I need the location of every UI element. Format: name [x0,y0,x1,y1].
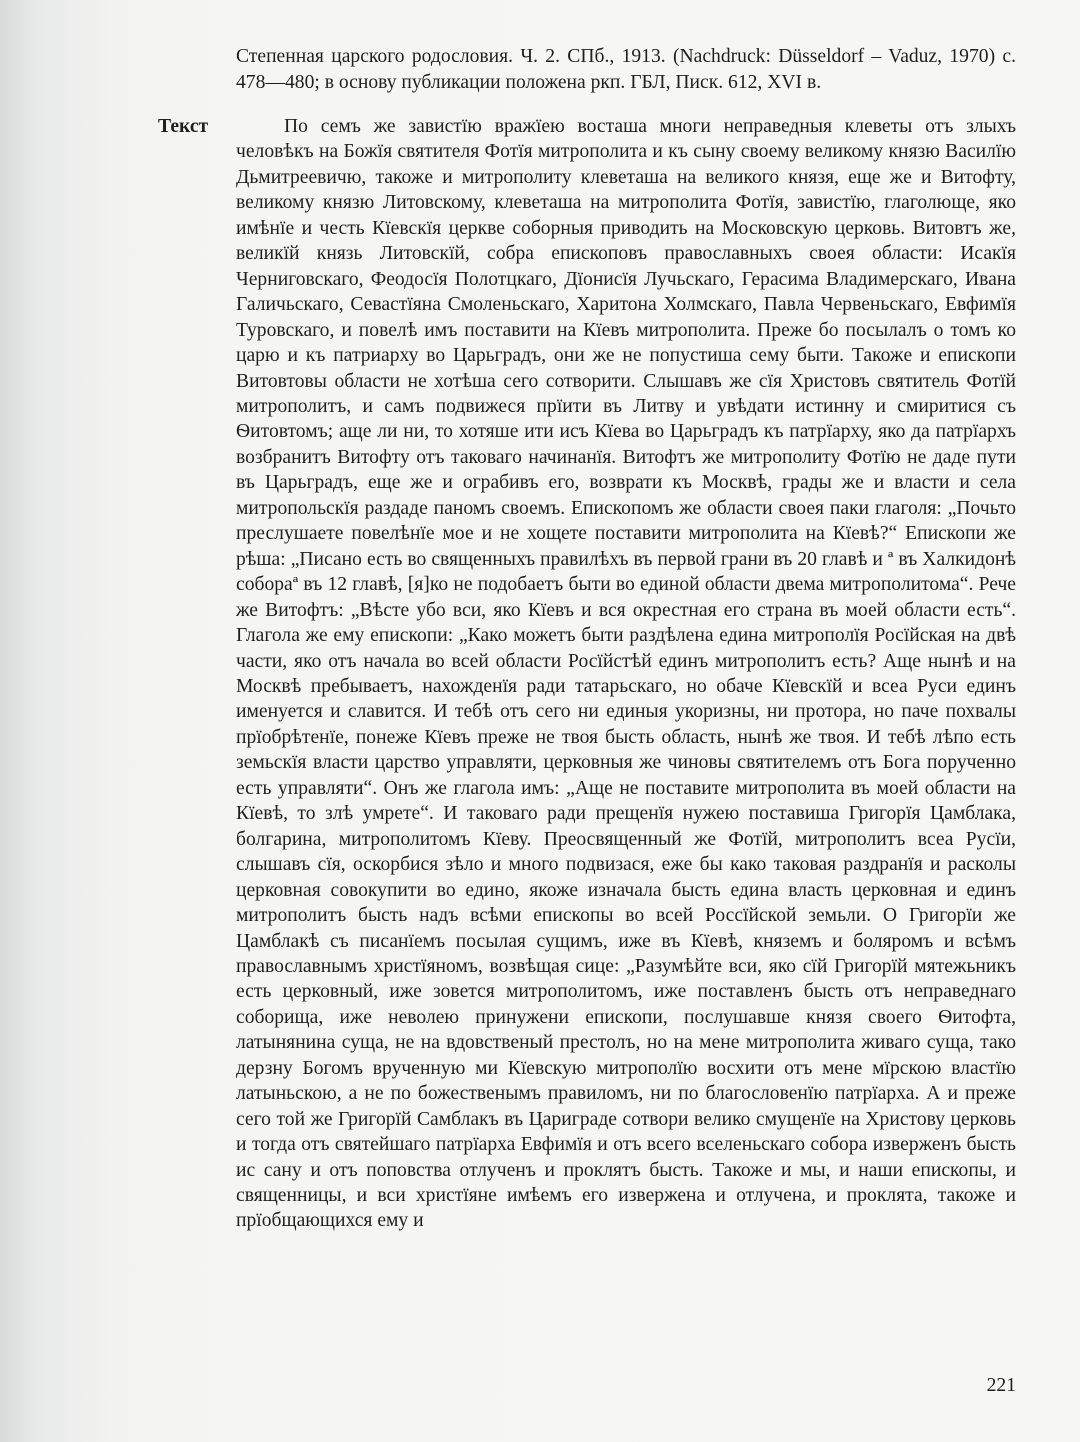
main-text-block [236,114,1016,1234]
reference-text: Степенная царского родословия. Ч. 2. СПб., 1913. (Nachdruck: Düsseldorf – Vaduz, 1970) с. 478—480; в основу публикации положена ркп. ГБЛ, Писк. 612, XVI в. [236,46,1016,93]
page-number: 221 [986,1375,1016,1396]
text-paragraph: По семъ же завистїю вражїею восташа многи неправедныя клеветы отъ злыхъ человѣкъ на Божїя святителя Фотїя митрополита и къ сыну своему великому князю Василїю Дьмитреевичю, такожe и митрополиту клеветаша на великого князя, еще же и Витофту, великому князю Литовскому, клеветаша на митрополита Фотїя, завистїю, глаголюще, яко имѣнїе и честь Кїевскїя церкве соборныя приводить на Московскую церковь. Витовтъ же, великїй князь Литовскїй, собра епископовъ православныхъ своея области: Исакїя Черниговскаго, Феодосїя Полотцкаго, Дїонисїя Лучьскаго, Герасима Владимерскаго, Ивана Галичьскаго, Севастїяна Смоленьскаго, Харитона Холмскаго, Павла Червеньскаго, Евфимїя Туровскаго, и повелѣ имъ поставити на Кїевъ митрополита. Преже бо посылалъ о томъ ко царю и къ патриарху во Царьградъ, они же не попустиша сему быти. Такожe и епископи Витовтовы области не хотѣша сего сотворити. Слышавъ же сїя Христовъ святитель Фотїй митрополитъ, и самъ подвижеся прїити въ Литву и увѣдати истинну и смиритися съ Ѳитовтомъ; аще ли ни, то хотяше ити исъ Кїева во Царьградъ къ патрїарху, яко да патрїархъ возбранитъ Витофту отъ таковаго начинанїя. Витофтъ же митрополиту Фотїю не даде пути въ Царьградъ, еще же и ограбивъ его, возврати къ Москвѣ, грады же и власти и села митропольскїя раздаде паномъ своемъ. Епископомъ же области своея паки глаголя: „Почьто преслушаете повелѣнїе мое и не хощете поставити митрополита на Кїевѣ?“ Епископи же рѣша: „Писано есть во священныхъ правилѣхъ въ первой грани въ 20 главѣ и ª въ Халкидонѣ собораª въ 12 главѣ, [я]ко не подобаетъ быти во единой области двема митрополитома“. Рече же Витофтъ: „Вѣсте убо вси, яко Кїевъ и вся окрестная его страна въ моей области есть“. Глагола же ему епископи: „Како можетъ быти раздѣлена едина митрополїя Росїйская на двѣ части, яко отъ начала во всей области Росїйстѣй единъ митрополитъ есть? Аще нынѣ и на Москвѣ пребываетъ, нахожденїя ради татарьскаго, но обаче Кїевскїй и всеа Руси единъ именуется и славится. И тебѣ отъ сего ни единыя укоризны, ни протора, но паче похвалы прїобрѣтенїе, понеже Кїевъ преже не твоя бысть область, нынѣ же твоя. И тебѣ лѣпо есть земьскїя власти царство управляти, церковныя же чиновы святителемъ отъ Бога порученно есть управляти“. Онъ же глагола имъ: „Аще не поставите митрополита въ моей области на Кїевѣ, то злѣ умрете“. И таковаго ради прещенїя нужею поставиша Григорїя Цамблака, болгарина, митрополитомъ Кїеву. Преосвященный же Фотїй, митрополитъ всеа Русїи, слышавъ сїя, оскорбися зѣло и много подвизася, еже бы како таковая раздранїя и расколы церковная совокупити во едино, якоже изначала бысть едина власть церковная и единъ митрополитъ бысть надъ всѣми епископы во всей Россїйской земьли. О Григорїи же Цамблакѣ съ писанїемъ посылая сущимъ, иже въ Кїевѣ, княземъ и боляромъ и всѣмъ православнымъ христїяномъ, возвѣщая сице: „Разумѣйте вси, яко сїй Григорїй мятежьникъ есть церковный, иже зовется митрополитомъ, иже поставленъ бысть отъ неправеднаго соборища, иже неволею принужени епископи, послушавше князя своего Ѳитофта, латынянина суща, не на вдовственый престолъ, но на мене митрополита живаго суща, тако дерзну Богомъ врученную ми Кїевскую митрополїю восхити отъ мене мїрскою властїю латыньскою, а не по божественымъ правиломъ, ни по благословенїю патрїарха. А и преже сего той же Григорїй Самблакъ въ Цариграде сотвори велико смущенїе на Христову церковь и тогда отъ святейшаго патрїарха Евфимїя и отъ всего вселеньскаго собора изверженъ бысть ис сану и отъ поповства отлученъ и проклятъ бысть. Такожe и мы, и наши епископы, и священницы, и вси христїяне имѣемъ его извержена и отлучена, и проклята, такожe и прїобщающихся ему и [236,116,1016,1232]
section-label: Текст [158,116,209,137]
bibliographic-reference [236,44,1016,96]
